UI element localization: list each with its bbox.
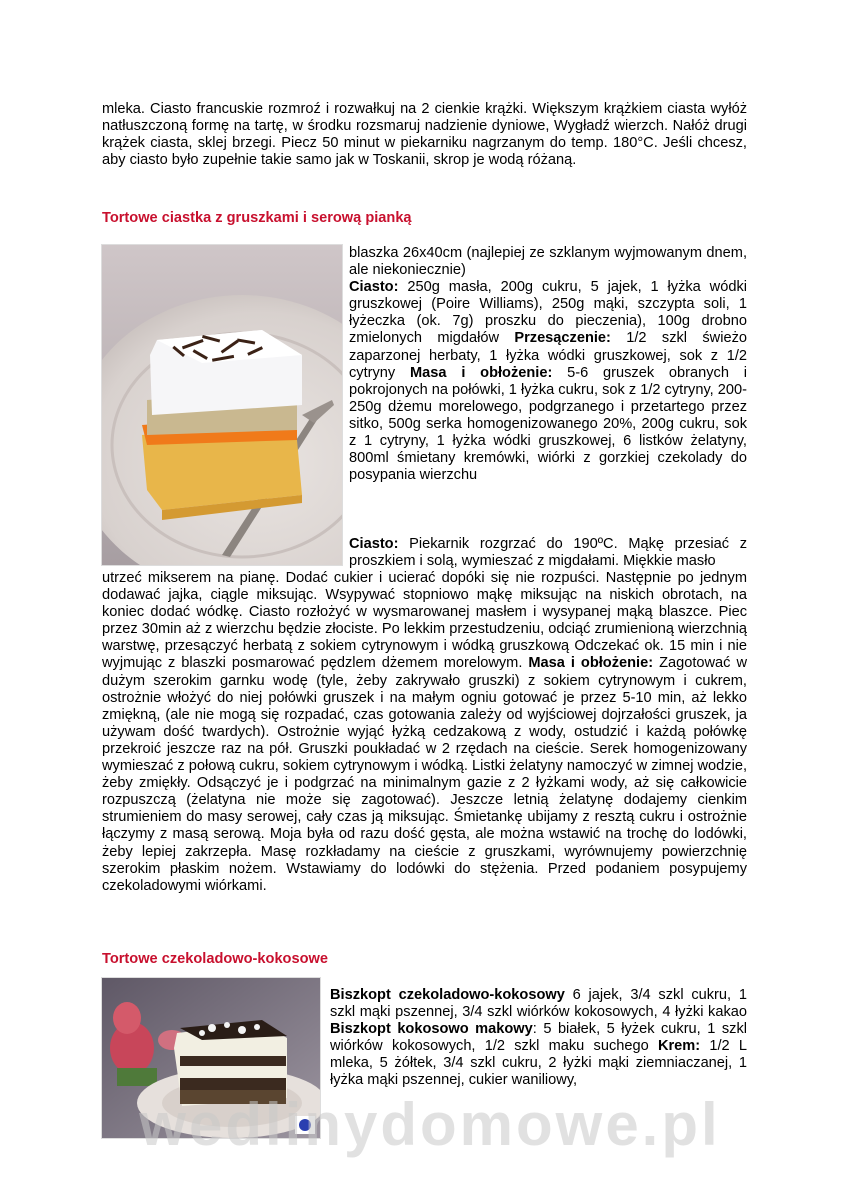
biszkopt1-ingredients: 6 jajek, 3/4 szkl cukru, 1 szkl mąki pszennej, 3/4 szkl wiórków kokosowych, 4 łyżki kakao — [330, 987, 747, 1021]
prep-body — [102, 570, 747, 895]
biszkopt2-label: Biszkopt kokosowo makowy — [330, 1021, 533, 1038]
prep-ciasto-head-text: Piekarnik rozgrzać do 190ºC. Mąkę przesiać z proszkiem i solą, wymieszać z migdałami. Miękkie masło — [349, 536, 747, 570]
przesaczenie-ingredients: 1/2 szkl świeżo zaparzonej herbaty, 1 łyżka wódki gruszkowej, sok z 1/2 cytryny — [349, 330, 747, 381]
pan-size: blaszka 26x40cm (najlepiej ze szklanym wyjmowanym dnem, ale niekoniecznie) — [349, 245, 747, 279]
przesaczenie-label: Przesączenie: — [514, 330, 611, 347]
intro-paragraph: mleka. Ciasto francuskie rozmroź i rozwałkuj na 2 cienkie krążki. Większym krążkiem ciasta wyłóż natłuszczoną formę na tartę, w środku rozsmaruj nadzienie dyniowe, Wygładź wierzch. Nałóż drugi krążek ciasta, sklej brzegi. Piecz 50 minut w piekarniku nagrzanym do temp. 180°C. Jeśli chcesz, aby ciasto było zupełnie takie samo jak w Toskanii, skrop je wodą różaną. — [102, 101, 747, 169]
recipe2-title: Tortowe czekoladowo-kokosowe — [102, 951, 328, 967]
biszkopt1-label: Biszkopt czekoladowo-kokosowy — [330, 987, 565, 1003]
prep-ciasto-rest: utrzeć mikserem na pianę. Dodać cukier i ucierać dopóki się nie rozpuści. Następnie po jednym dodawać jajka, ciągle miksując. Wsypywać stopniowo mąkę miksując na niskich obrotach, na koniec dodać wódkę. Ciasto rozłożyć w wysmarowanej masłem i wysypanej mąką blaszce. Piec przez 30min aż z wierzchu będzie złociste. Po lekkim przestudzeniu, odciąć zrumienioną wierzchnią warstwę, przesączyć herbatą z sokiem cytrynowym i wódką gruszkową Odczekać ok. 15 min i nie wyjmując z blaszki posmarować pędzlem dżemem morelowym. — [102, 570, 747, 672]
ciasto-ingredients: 250g masła, 200g cukru, 5 jajek, 1 łyżka wódki gruszkowej (Poire Williams), 250g mąki, szczypta soli, 1 łyżeczka (ok. 7g) proszku do pieczenia), 100g drobno zmielonych migdałów — [349, 279, 747, 347]
prep-ciasto-label: Ciasto: — [349, 536, 399, 552]
krem-label: Krem: — [657, 1038, 701, 1055]
recipe2-ingredients — [330, 987, 747, 1090]
prep-masa-label: Masa i obłożenie: — [528, 655, 654, 672]
krem-ingredients: 1/2 L mleka, 5 żółtek, 3/4 szkl cukru, 2 łyżki mąki ziemniaczanej, 1 łyżka mąki pszennej, cukier waniliowy, — [330, 1038, 747, 1089]
masa-label: Masa i obłożenie: — [410, 364, 553, 381]
masa-ingredients: 5-6 gruszek obranych i pokrojonych na połówki, 1 łyżka cukru, sok z 1/2 cytryny, 200-250g dżemu morelowego, podgrzanego i przetartego przez sitko, 500g serka homogenizowanego 20%, 200g cukru, sok z 1 cytryny, 1 łyżka wódki gruszkowej, 6 listków żelatyny, 800ml śmietany kremówki, wiórki z gorzkiej czekolady do posypania wierzchu — [349, 364, 747, 484]
prep-ciasto-head — [349, 536, 747, 570]
cake-photo-pears — [101, 244, 343, 566]
prep-masa-text: Zagotować w dużym szerokim garnku wodę (tyle, żeby zakrywało gruszki) z sokiem cytrynowym i cukrem, ostrożnie włożyć do niej połówki gruszek i na małym ogniu gotować je przez 5-10 min, aż lekko zmiękną, (ale nie mogą się rozpadać, czas gotowania zależy od wyjściowej dojrzałości gruszek, ja używam dość twardych). Ostrożnie wyjąć łyżką cedzakową z wody, ostudzić i każdą połówkę przekroić jeszcze raz na pół. Gruszki poukładać w 2 rzędach na cieście. Serek homogenizowany wymieszać z połową cukru, sokiem cytrynowym i wódką. Listki żelatyny namoczyć w zimnej wodzie, żeby zmiękły. Odsączyć je i podgrzać na minimalnym gazie z 2 łyżkami wody, aż się całkowicie rozpuszczą (żelatyna nie może się zagotować). Jeszcze letnią żelatynę dodajemy cienkim strumieniem do masy serowej, cały czas ją miksując. Śmietankę ubijamy z resztą cukru i ostrożnie łączymy z masą serową. Moja była od razu dość gęsta, ale można wstawić na trochę do lodówki, żeby lepiej zakrzepła. Masę rozkładamy na cieście z gruszkami, wyrównujemy powierzchnię szerokim płaskim nożem. Wstawiamy do lodówki do stężenia. Przed podaniem posypujemy czekoladowymi wiórkami. — [102, 655, 747, 894]
biszkopt2-ingredients: : 5 białek, 5 łyżek cukru, 1 szkl wiórków kokosowych, 1/2 szkl maku suchego — [330, 1021, 747, 1055]
recipe1-ingredients — [349, 245, 747, 484]
ciasto-label: Ciasto: — [349, 279, 399, 296]
recipe1-title: Tortowe ciastka z gruszkami i serową pianką — [102, 210, 412, 226]
watermark: wedlinydomowe.pl — [139, 1091, 721, 1158]
cake-pears-illustration — [102, 245, 342, 565]
